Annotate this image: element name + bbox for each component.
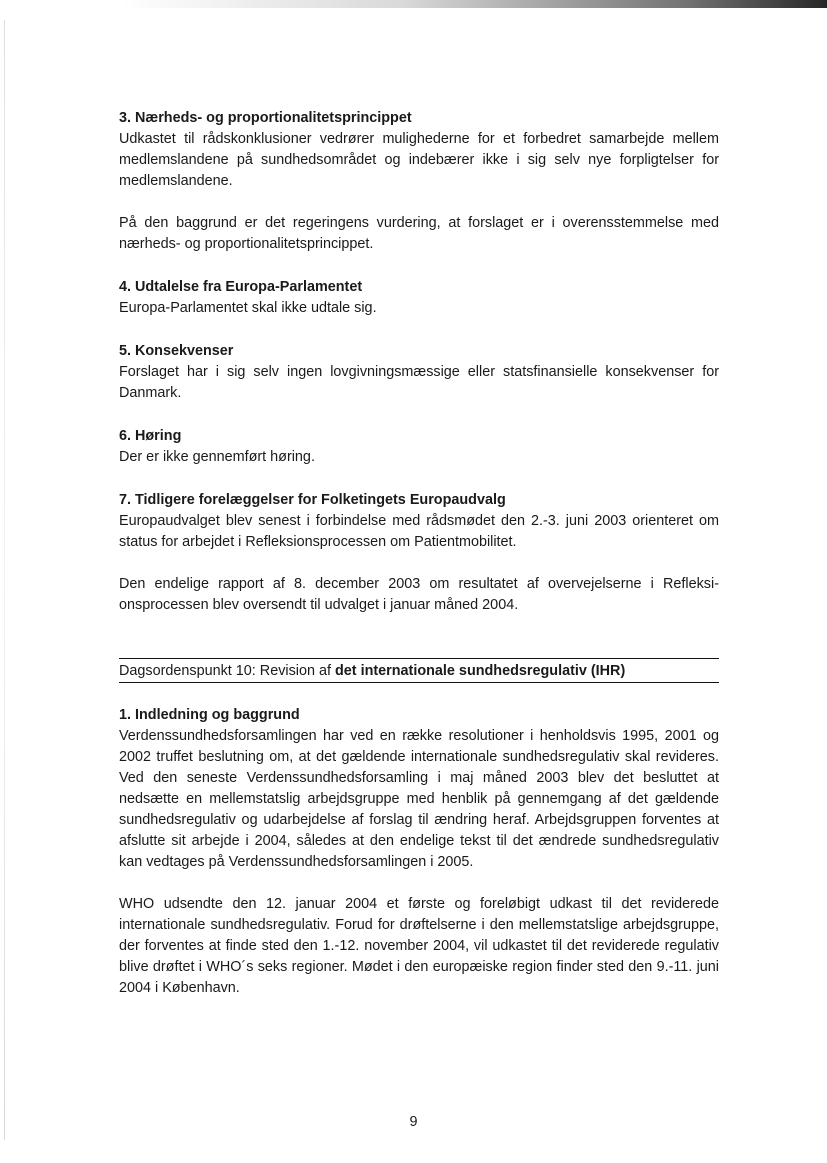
section-paragraph: WHO udsendte den 12. januar 2004 et første og foreløbigt udkast til det reviderede internationale sundhedsregulativ. Forud for drøftelserne i den mellemstatslige arbejdsgruppe, der forventes at finde sted den 1.-12. november 2004, vil udkastet til det reviderede regulativ blive drøftet i WHO´s seks regioner. Mødet i den europæiske region finder sted den 9.-11. juni 2004 i København. <box>119 896 719 996</box>
section-introduction <box>119 705 719 999</box>
section-heading: 6. Høring <box>119 428 182 444</box>
section-heading: 1. Indledning og baggrund <box>119 707 300 723</box>
section-previous-presentations <box>119 490 719 616</box>
section-paragraph: På den baggrund er det regeringens vurdering, at forslaget er i overensstemmelse med nærheds- og proportionalitetsprincippet. <box>119 215 719 252</box>
agenda-item-title: det internationale sundhedsregulativ (IHR) <box>335 663 626 679</box>
section-parliament-opinion <box>119 277 719 319</box>
section-heading: 7. Tidligere forelæggelser for Folketingets Europaudvalg <box>119 492 506 508</box>
section-heading: 3. Nærheds- og proportionalitetsprincippet <box>119 110 412 126</box>
section-paragraph: Verdenssundhedsforsamlingen har ved en række resolutioner i henholdsvis 1995, 2001 og 2002 truffet beslutning om, at det gældende internationale sundhedsregulativ skal revideres. Ved den seneste Verdenssundhedsforsamling i maj måned 2003 blev det besluttet at nedsætte en mellemstatslig arbejdsgruppe med henblik på gennemgang af det gældende sundhedsregulativ og udarbejdelse af forslag til ændring heraf. Arbejdsgruppen forventes at afslutte sit arbejde i 2004, således at den endelige tekst til det ændrede sundhedsregulativ kan vedtages på Verdenssundhedsforsamlingen i 2005. <box>119 728 719 870</box>
agenda-item-prefix: Dagsordenspunkt 10: Revision af <box>119 663 335 679</box>
section-paragraph: Der er ikke gennemført høring. <box>119 449 315 465</box>
agenda-item-header <box>119 658 719 683</box>
section-paragraph: Forslaget har i sig selv ingen lovgivningsmæssige eller statsfinansielle konsekvenser for Danmark. <box>119 364 719 401</box>
section-consultation <box>119 426 719 468</box>
scan-edge-top <box>120 0 827 8</box>
section-consequences <box>119 341 719 404</box>
scan-edge-left <box>4 20 5 1140</box>
section-paragraph: Udkastet til rådskonklusioner vedrører mulighederne for et forbedret samarbejde mellem medlemslandene på sundhedsområdet og indebærer ikke i sig selv nye forpligtelser for medlemslandene. <box>119 131 719 189</box>
section-paragraph: Europa-Parlamentet skal ikke udtale sig. <box>119 300 377 316</box>
page-number: 9 <box>409 1114 418 1130</box>
document-page <box>119 108 719 999</box>
section-paragraph: Den endelige rapport af 8. december 2003 om resultatet af overvejelserne i Refleksionsprocessen blev oversendt til udvalget i januar måned 2004. <box>119 576 719 613</box>
section-proportionality <box>119 108 719 255</box>
section-paragraph: Europaudvalget blev senest i forbindelse med rådsmødet den 2.-3. juni 2003 orienteret om status for arbejdet i Refleksionsprocessen om Patientmobilitet. <box>119 513 719 550</box>
section-heading: 5. Konsekvenser <box>119 343 234 359</box>
section-heading: 4. Udtalelse fra Europa-Parlamentet <box>119 279 363 295</box>
